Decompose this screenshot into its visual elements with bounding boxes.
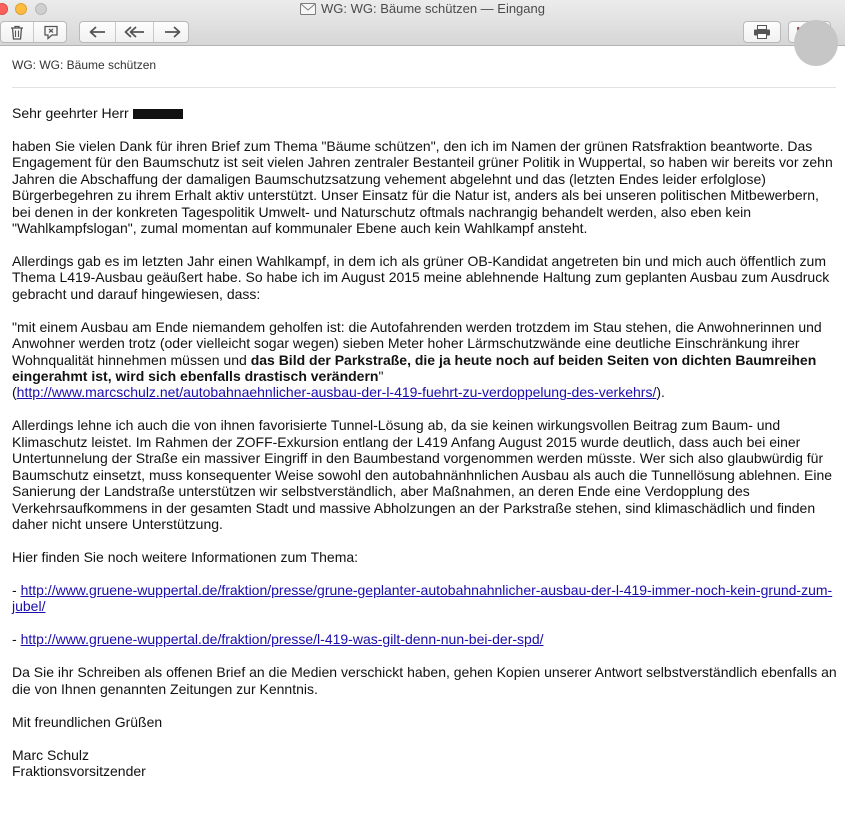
paragraph-5: Da Sie ihr Schreiben als offenen Brief an die Medien verschickt haben, gehen Kopien unserer Antwort selbstverständlich ebenfalls an die von Ihnen genannten Zeitungen zur Kenntnis. bbox=[12, 664, 837, 697]
greeting: Sehr geehrter Herr bbox=[12, 105, 129, 121]
quote-bold-text: das Bild der Parkstraße, die ja heute noch auf beiden Seiten von dichten Baumreihen eingerahmt ist, wird sich ebenfalls drastisch verändern bbox=[12, 351, 817, 385]
trash-icon bbox=[10, 25, 24, 40]
reply-button[interactable] bbox=[80, 22, 115, 42]
reply-all-icon bbox=[124, 26, 146, 38]
bullet: - bbox=[12, 581, 21, 598]
window-title-text: WG: WG: Bäume schützen — Eingang bbox=[321, 1, 545, 16]
forward-button[interactable] bbox=[153, 22, 190, 42]
quote-link-suffix: ). bbox=[656, 384, 665, 401]
paragraph-3: Allerdings lehne ich auch die von ihnen favorisierte Tunnel-Lösung ab, da sie keinen wirkungsvollen Beitrag zum Baum- und Klimaschutz leistet. Im Rahmen der ZOFF-Exkursion entlang der L419 Anfang August 2015 wurde deutlich, dass auch bei einer Untertunnelung der Straße ein massiver Eingriff in den Baumbestand vorgenommen werden müsste. Wer sich also glaubwürdig für Baumschutz einsetzt, muss konsequenter Weise sowohl den autobahnänhnlichen Ausbau als auch die Tunnellösung ablehnen. Eine Sanierung der Landstraße unterstützen wir selbstverständlich, aber Maßnahmen, an deren Ende eine Verdopplung des Verkehrsaufkommens in der gesamten Stadt und massive Abholzungen an der Parkstraße stehen, sind klimaschädlich und finden daher nicht unsere Unterstützung. bbox=[12, 417, 833, 532]
paragraph-4: Hier finden Sie noch weitere Informationen zum Thema: bbox=[12, 548, 359, 565]
message-body bbox=[12, 105, 838, 796]
sender-name: Marc Schulz bbox=[12, 746, 90, 763]
quote-paragraph bbox=[12, 319, 838, 401]
sender-avatar bbox=[794, 20, 838, 66]
window-title bbox=[0, 1, 845, 17]
title-bar bbox=[0, 0, 845, 46]
quote-link-prefix: ( bbox=[12, 384, 17, 401]
junk-button[interactable] bbox=[33, 22, 68, 42]
sender-title: Fraktionsvorsitzender bbox=[12, 763, 146, 780]
bullet: - bbox=[12, 631, 21, 648]
info-link-2[interactable]: http://www.gruene-wuppertal.de/fraktion/presse/l-419-was-gilt-denn-nun-bei-der-spd/ bbox=[20, 631, 544, 648]
junk-icon bbox=[43, 25, 59, 40]
greeting-line bbox=[12, 105, 838, 121]
paragraph-1: haben Sie vielen Dank für ihren Brief zum Thema "Bäume schützen", den ich im Namen der grünen Ratsfraktion beantworte. Das Engagement für den Baumschutz ist seit vielen Jahren zentraler Bestanteil grüner Politik in Wuppertal, so haben wir bereits vor zehn Jahren die Abschaffung der damaligen Baumschutzsatzung vehement abgelehnt und das (letzten Endes leider erfolglose) Bürgerbegehren zu ihrem Erhalt aktiv unterstützt. Unser Einsatz für die Natur ist, anders als bei unseren politischen Mitbewerbern, bei denen in der konkreten Tagespolitik Umwelt- und Naturschutz oftmals nachrangig behandelt werden, also eben kein "Wahlkampfslogan", zumal momentan auf kommunaler Ebene auch kein Wahlkampf ansteht. bbox=[12, 138, 833, 237]
envelope-icon bbox=[300, 3, 316, 15]
forward-icon bbox=[163, 26, 181, 38]
link-item-2 bbox=[12, 631, 838, 647]
reply-icon bbox=[89, 26, 107, 38]
closing: Mit freundlichen Grüßen bbox=[12, 713, 163, 730]
redacted-name bbox=[133, 109, 183, 119]
reply-group bbox=[79, 21, 189, 43]
quote-source-link[interactable]: http://www.marcschulz.net/autobahnaehnlicher-ausbau-der-l-419-fuehrt-zu-verdoppelung-des-verkehrs/ bbox=[16, 384, 657, 401]
print-icon bbox=[753, 25, 771, 39]
paragraph-2: Allerdings gab es im letzten Jahr einen Wahlkampf, in dem ich als grüner OB-Kandidat angetreten bin und mich auch öffentlich zum Thema L419-Ausbau geäußert habe. So habe ich im August 2015 meine ablehnende Haltung zum geplanten Ausbau zum Ausdruck gebracht und darauf hingewiesen, dass: bbox=[12, 253, 830, 302]
signature bbox=[12, 747, 838, 780]
delete-button[interactable] bbox=[1, 22, 33, 42]
quote-close: " bbox=[378, 368, 384, 385]
link-item-1 bbox=[12, 582, 838, 615]
quote-text: "mit einem Ausbau am Ende niemandem geholfen ist: die Autofahrenden werden trotzdem im Stau stehen, die Anwohnerinnen und Anwohner werden trotz (oder vielleicht sogar wegen) sieben Meter hoher Lärmschutzwände eine deutliche Einschränkung ihrer Wohnqualität hinnehmen müssen und bbox=[12, 318, 822, 368]
print-button[interactable] bbox=[743, 21, 781, 43]
message-subject: WG: WG: Bäume schützen bbox=[12, 58, 157, 72]
info-link-1[interactable]: http://www.gruene-wuppertal.de/fraktion/presse/grune-geplanter-autobahnahnlicher-ausbau-der-l-419-immer-noch-kein-grund-zum-jubel/ bbox=[12, 581, 833, 615]
reply-all-button[interactable] bbox=[115, 22, 154, 42]
header-divider bbox=[12, 87, 836, 88]
delete-junk-group bbox=[0, 21, 67, 43]
